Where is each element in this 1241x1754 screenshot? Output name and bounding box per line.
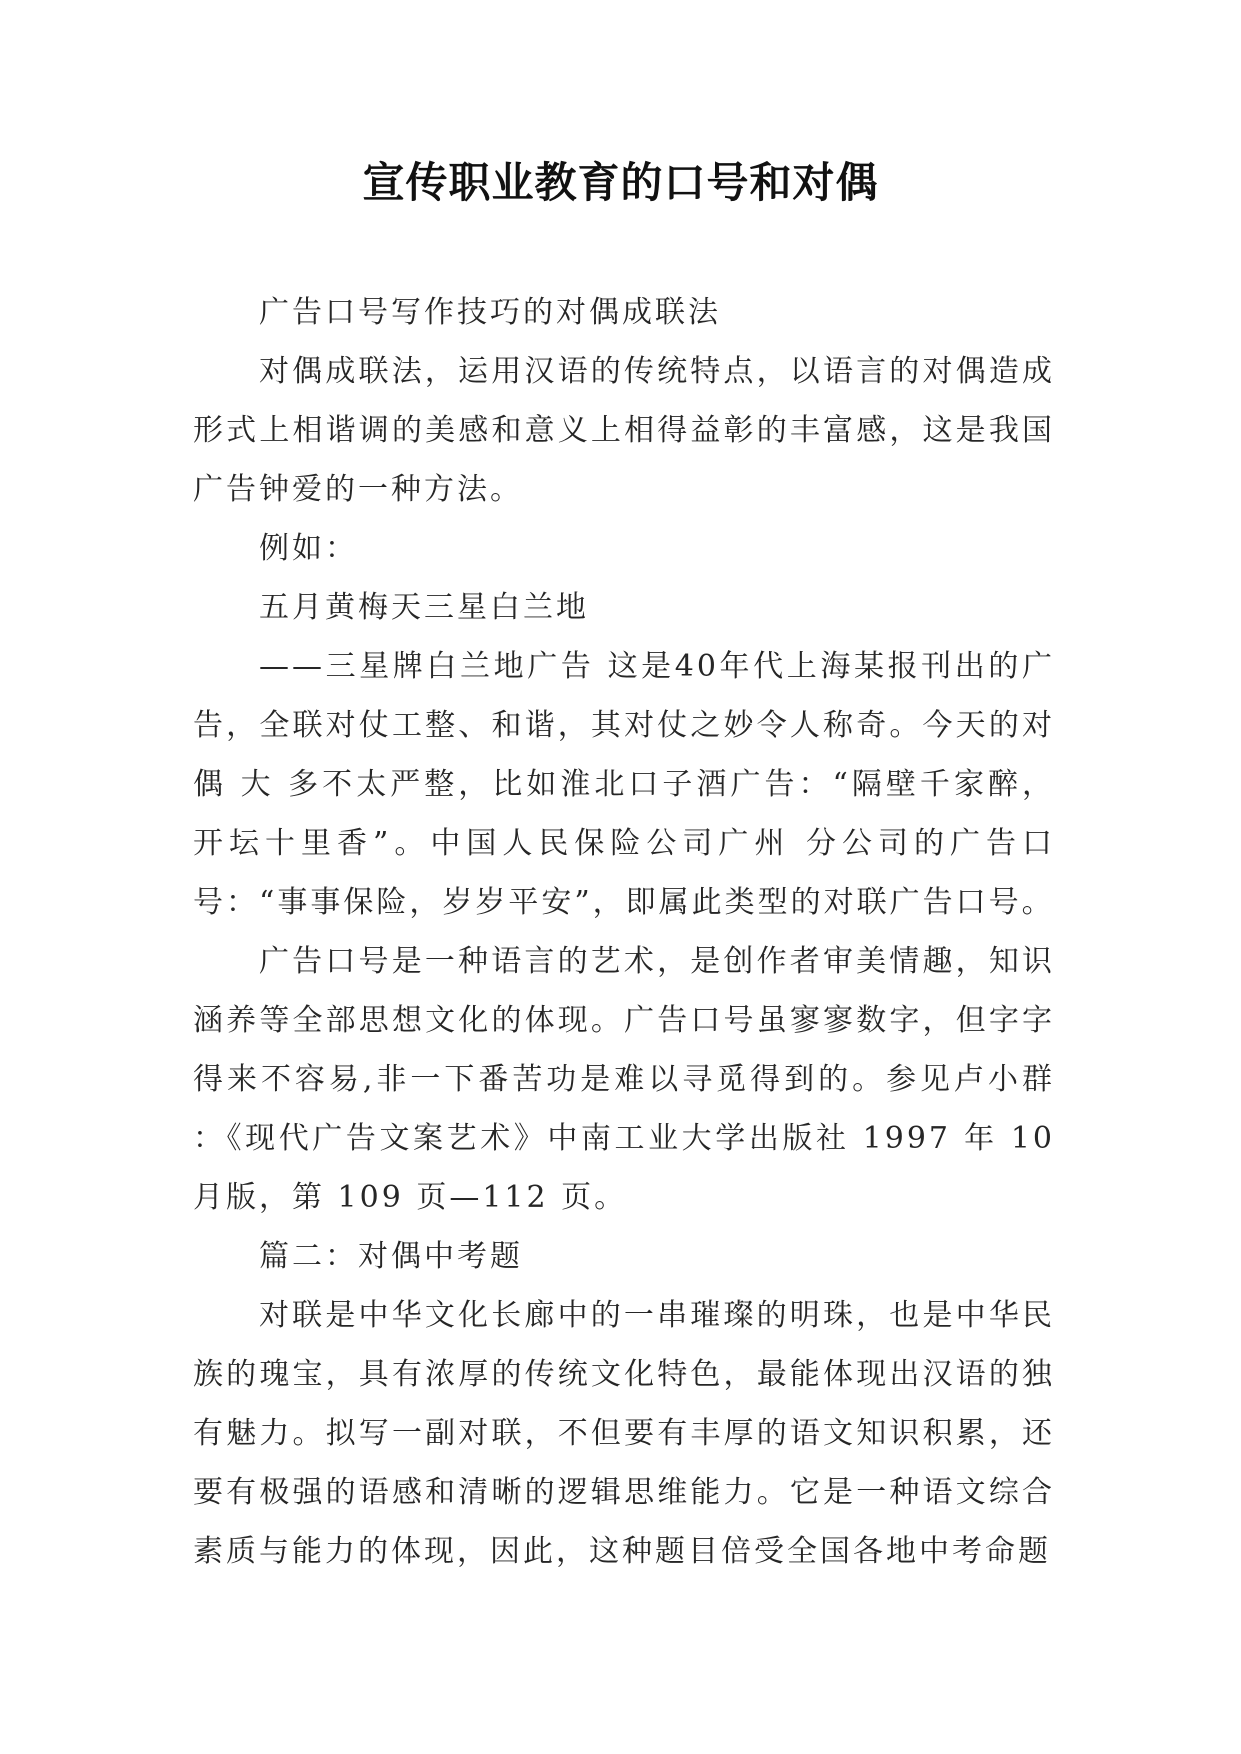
paragraph-subheading: 篇二：对偶中考题 — [259, 1239, 523, 1274]
paragraph-subheading: 广告口号写作技巧的对偶成联法 — [259, 295, 721, 330]
document-title: 宣传职业教育的口号和对偶 — [362, 158, 879, 207]
paragraph: 例如： — [259, 531, 358, 566]
paragraph: 广告口号是一种语言的艺术，是创作者审美情趣，知识涵养等全部思想文化的体现。广告口号虽寥寥数字，但字字得来不容易,非一下番苦功是难以寻觅得到的。参见卢小群 ：《现代广告文案艺术》中南工业大学出版社 1997 年 10 月版，第 109 页—112 页。 — [193, 944, 1055, 1215]
paragraph: 对偶成联法，运用汉语的传统特点，以语言的对偶造成形式上相谐调的美感和意义上相得益彰的丰富感，这是我国广告钟爱的一种方法。 — [193, 354, 1055, 507]
document-body — [193, 283, 1055, 1581]
paragraph: 对联是中华文化长廊中的一串璀璨的明珠，也是中华民族的瑰宝，具有浓厚的传统文化特色，最能体现出汉语的独有魅力。拟写一副对联，不但要有丰厚的语文知识积累，还要有极强的语感和清晰的逻辑思维能力。它是一种语文综合素质与能力的体现，因此，这种题目倍受全国各地中考命题 — [193, 1298, 1055, 1569]
paragraph: ——三星牌白兰地广告 这是40年代上海某报刊出的广告，全联对仗工整、和谐，其对仗之妙令人称奇。今天的对偶 大 多不太严整，比如淮北口子酒广告：“隔壁千家醉，开坛十里香”。中国人民保险公司广州 分公司的广告口号：“事事保险，岁岁平安”，即属此类型的对联广告口号。 — [193, 649, 1055, 920]
paragraph-slogan: 五月黄梅天三星白兰地 — [259, 590, 589, 625]
